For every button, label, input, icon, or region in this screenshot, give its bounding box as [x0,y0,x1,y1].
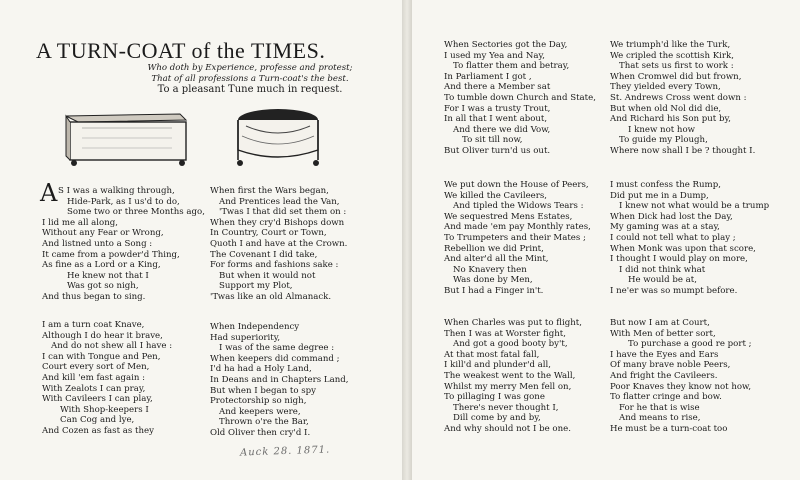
verse-line: For I was a trusty Trout, [444,103,551,114]
verse-line: S I was a walking through, [58,186,175,196]
verse-line: It came from a powder'd Thing, [42,249,180,260]
verse-line: But when it would not [219,270,316,281]
verse-line: St. Andrews Cross went down : [610,92,747,103]
verse-line: And fright the Cavileers. [610,370,718,381]
verse-line: In Deans and in Chapters Land, [210,374,349,385]
verse-line: I lid me all along, [42,217,118,228]
verse-line: And Prentices lead the Van, [219,196,340,207]
verse-line: In Country, Court or Town, [210,228,327,239]
stanza-4a [444,180,591,297]
verse-line: I was of the same degree : [219,343,335,354]
verse-line: We triumph'd like the Turk, [610,40,731,50]
ballad-title: A TURN-COAT of the TIMES. [36,38,326,63]
right-page [412,0,800,480]
verse-line: When Monk was upon that score, [610,243,756,254]
verse-line: With Shop-keepers I [60,404,149,415]
verse-line: When Charles was put to flight, [444,318,582,328]
verse-line: To purchase a good re port ; [628,339,752,350]
handwritten-date-note: Auck 28. 1871. [239,444,331,459]
verse-line: The Covenant I did take, [210,249,318,260]
verse-line: And do not shew all I have : [51,341,173,352]
verse-line: Dill come by and by, [453,413,541,424]
stanza-5b [610,318,752,435]
verse-line: When first the Wars began, [210,186,329,196]
verse-line: When Sectories got the Day, [444,40,568,50]
verse-line: In all that I went about, [444,114,548,125]
verse-line: Quoth I and have at the Crown. [210,238,348,249]
verse-line: Was got so nigh, [67,281,139,292]
verse-line: He must be a turn-coat too [610,423,728,434]
verse-line: He knew not that I [67,270,149,281]
verse-line: And there a Member sat [444,82,551,93]
verse-line: And listned unto a Song : [42,238,153,249]
verse-line: When Cromwel did but frown, [610,71,742,82]
verse-line: I kill'd and plunder'd all, [444,360,552,371]
verse-line: No Knavery then [453,264,527,275]
ballad-subtitle [110,63,390,96]
verse-line: But when I began to spy [210,385,317,396]
verse-line: We put down the House of Peers, [444,180,589,190]
verse-line: The weakest went to the Wall, [444,370,576,381]
page-gutter [402,0,412,480]
verse-line: He would be at, [628,275,697,286]
verse-line: Poor Knaves they know not how, [610,381,752,392]
verse-line: And means to rise, [619,413,701,424]
stanza-4b [610,180,769,297]
verse-line: When keepers did command ; [210,353,340,364]
verse-line: To guide my Plough, [619,135,708,146]
verse-line: Without any Fear or Wrong, [42,228,164,239]
verse-line: I am a turn coat Knave, [42,320,145,330]
verse-line: In Parliament I got , [444,71,532,82]
verse-line: Where now shall I be ? thought I. [610,145,756,156]
verse-line: Some two or three Months ago, [67,207,205,218]
verse-line: As fine as a Lord or a King, [42,260,161,271]
stanza-5a [444,318,582,435]
verse-line: Of many brave noble Peers, [610,360,731,371]
verse-line: I could not tell what to play ; [610,232,736,243]
verse-line: And there we did Vow, [453,124,551,135]
verse-line: With Zealots I can pray, [42,383,146,394]
verse-line: I knew not how [628,124,696,135]
drop-cap: A [40,179,58,207]
verse-line: I have the Eyes and Ears [610,349,719,360]
stanza-2b [210,322,348,439]
verse-line: Although I do hear it brave, [42,330,163,341]
verse-line: Court every sort of Men, [42,362,150,373]
verse-line: Thrown o're the Bar, [219,417,309,428]
verse-line: Whilst my merry Men fell on, [444,381,572,392]
verse-line: That sets us first to work : [619,61,734,72]
verse-line: I knew not what would be a trump [619,201,770,212]
verse-line: At that most fatal fall, [444,349,540,360]
verse-line: I did not think what [619,264,706,275]
verse-line: We killed the Cavileers, [444,190,547,201]
verse-line: With Men of better sort, [610,328,716,339]
verse-line: 'Twas I that did set them on : [219,207,347,218]
verse-line: There's never thought I, [453,402,559,413]
verse-line: With Cavileers I can play, [42,394,153,405]
verse-line: To tumble down Church and State, [444,92,596,103]
verse-line: We cripled the scottish Kirk, [610,50,734,61]
subtitle-line-1: Who doth by Experience, professe and protest; [147,63,353,73]
verse-line: And why should not I be one. [444,423,571,434]
subtitle-tune: To a pleasant Tune much in request. [157,84,343,95]
verse-line: Was done by Men, [453,275,533,286]
verse-line: And thus began to sing. [42,291,146,302]
verse-line: But now I am at Court, [610,318,710,328]
stanza-1a [42,186,205,303]
verse-line: Support my Plot, [219,281,293,292]
verse-line: They yielded every Town, [610,82,721,93]
verse-line: To pillaging I was gone [444,392,545,403]
verse-line: To flatter them and betray, [453,61,570,72]
verse-line: My gaming was at a stay, [610,222,720,233]
verse-line: And keepers were, [219,406,301,417]
verse-line: Old Oliver then cry'd I. [210,427,311,438]
verse-line: Had superiority, [210,332,281,343]
woodcut-coat-box [62,108,194,168]
stanza-3a [444,40,596,157]
verse-line: But Oliver turn'd us out. [444,145,551,156]
verse-line: I used my Yea and Nay, [444,50,545,61]
verse-line: When Independency [210,322,300,332]
verse-line: And alter'd all the Mint, [444,254,549,265]
verse-line: Rebellion we did Print, [444,243,544,254]
verse-line: To Trumpeters and their Mates ; [444,232,586,243]
verse-line: But I had a Finger in't. [444,285,544,296]
verse-line: For he that is wise [619,402,700,413]
verse-line: But when old Nol did die, [610,103,722,114]
verse-line: When they cry'd Bishops down [210,217,345,228]
verse-line: For forms and fashions sake : [210,260,339,271]
verse-line: I ne'er was so mumpt before. [610,285,738,296]
verse-line: I can with Tongue and Pen, [42,351,161,362]
verse-line: When Dick had lost the Day, [610,211,733,222]
verse-line: I must confess the Rump, [610,180,721,190]
verse-line: And made 'em pay Monthly rates, [444,222,591,233]
verse-line: And Cozen as fast as they [42,425,154,436]
stanza-1b [210,186,347,303]
verse-line: Did put me in a Dump, [610,190,709,201]
verse-line: And Richard his Son put by, [610,114,731,125]
verse-line: And tipled the Widows Tears : [453,201,584,212]
verse-line: And kill 'em fast again : [42,372,146,383]
verse-line: To flatter cringe and bow. [610,392,722,403]
verse-line: To sit till now, [462,135,523,146]
verse-line: I'd ha had a Holy Land, [210,364,312,375]
verse-line: We sequestred Mens Estates, [444,211,573,222]
verse-line: 'Twas like an old Almanack. [210,291,332,302]
verse-line: Hide-Park, as I us'd to do, [67,196,180,207]
subtitle-line-2: That of all professions a Turn-coat's the best. [151,73,349,84]
verse-line: Can Cog and lye, [60,415,135,426]
stanza-3b [610,40,755,157]
stanza-2a [42,320,172,437]
verse-line: I thought I would play on more, [610,254,748,265]
verse-line: Protectorship so nigh, [210,396,307,407]
verse-line: And got a good booty by't, [453,339,568,350]
woodcut-coat-barrel [232,106,324,168]
verse-line: Then I was at Worster fight, [444,328,566,339]
